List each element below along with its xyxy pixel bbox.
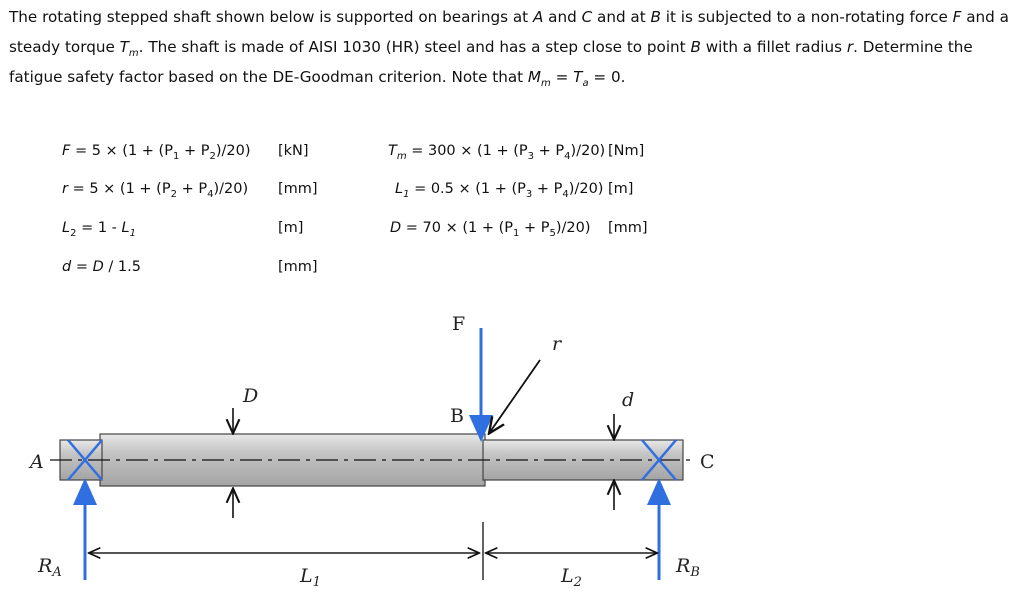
label-L2: $L_2$ bbox=[561, 565, 582, 590]
label-C: C bbox=[700, 451, 715, 473]
unit-L1: [m] bbox=[608, 181, 634, 197]
label-A: A bbox=[30, 451, 44, 473]
unit-D: [mm] bbox=[608, 220, 648, 236]
equation-L1: $L_1 = 0.5 \times (1 + (P_3 + P_4)/20)$ bbox=[395, 181, 604, 200]
equation-D: $D = 70 \times (1 + (P_1 + P_5)/20)$ bbox=[390, 220, 591, 239]
unit-r: [mm] bbox=[278, 181, 318, 197]
unit-F: [kN] bbox=[278, 143, 309, 159]
unit-d: [mm] bbox=[278, 259, 318, 275]
unit-L2: [m] bbox=[278, 220, 304, 236]
label-r: r bbox=[552, 333, 562, 355]
label-RA: $R_A$ bbox=[38, 555, 62, 580]
fillet-radius-arrow bbox=[490, 360, 540, 432]
equation-d: d = D / 1.5 bbox=[62, 259, 141, 275]
label-D: D bbox=[243, 385, 259, 407]
unit-Tm: [Nm] bbox=[608, 143, 645, 159]
label-L1: $L_1$ bbox=[300, 565, 321, 590]
problem-statement: The rotating stepped shaft shown below is supported on bearings at A and C and at B it is subjected to a non-rotating force F and a steady torque $T_m$. The shaft is made of AISI 1030 (HR) steel and has a step close to point B with a fillet radius r. Determine the fatigue safety factor based on the DE-Goodman criterion. Note that $M_m = T_a = 0$. bbox=[9, 8, 1009, 89]
equation-L2: $L_2 = 1 - L_1$ bbox=[62, 220, 136, 239]
label-d: d bbox=[622, 389, 635, 411]
label-B: B bbox=[450, 405, 464, 427]
equation-Tm: $T_m = 300 \times (1 + (P_3 + P_4)/20)$ bbox=[388, 143, 606, 162]
label-F: F bbox=[452, 313, 466, 335]
equation-F: $F = 5 \times (1 + (P_1 + P_2)/20)$ bbox=[62, 143, 251, 162]
equation-r: $r = 5 \times (1 + (P_2 + P_4)/20)$ bbox=[62, 181, 249, 200]
label-RB: $R_B$ bbox=[676, 555, 700, 580]
